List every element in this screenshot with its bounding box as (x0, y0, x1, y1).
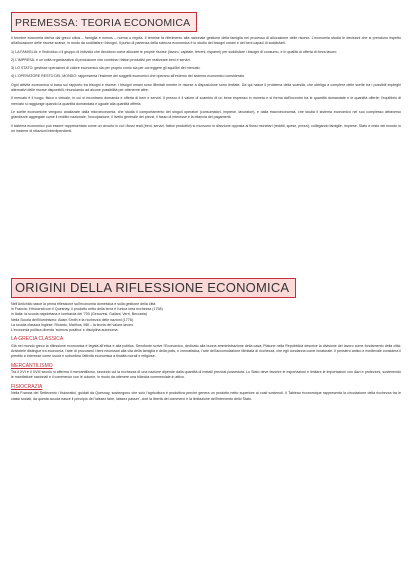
list-item: Nella Scozia dell'Illuminismo: Adam Smith e la ricchezza delle nazioni (1776) (11, 317, 133, 322)
paragraph: Le scelte economiche vengono analizzate dalla microeconomia, che studia il comportamento dei singoli operatori (consumatori, imprese, lavoratori), e dalla macroeconomia, che studia il sistema economico nel suo complesso attraverso grandezze aggregate come il reddito nazionale, l'occupazione, il livello generale dei prezzi, il tasso di interesse e la bilancia dei pagamenti. (11, 109, 401, 120)
paragraph: Nella Francia del Settecento i fisiocratici, guidati da Quesnay, sostengono che solo l'agricoltura è produttiva perché genera un prodotto netto superiore ai costi sostenuti. Il Tableau économique rappresenta la circolazione della ricchezza tra le classi sociali; da questa scuola nasce il principio del 'laissez faire, laissez passer', cioè la libertà dei commerci e la limitazione dell'intervento dello Stato. (11, 391, 401, 401)
list-item: La scuola classica inglese: Ricardo, Malthus, Mill – la teoria del valore-lavoro (11, 322, 134, 327)
paragraph: Il termine economia deriva dal greco oikos – famiglia e nomos – norma o regola. Il termine fa riferimento alla razionale gestione della famiglia nel processo di allocazione delle risorse. L'economia studia le decisioni che si prendono rispetto all'allocazione delle risorse scarse, in modo da soddisfare i bisogni. Il punto di partenza della scienza economica è lo studio dei bisogni umani e dei beni capaci di soddisfarli. (11, 36, 401, 46)
paragraph: 2) L'IMPRESA: è un'unità organizzativa di produzione che combina i fattori produttivi per realizzare beni e servizi. (11, 57, 191, 62)
list-item: in Francia: il fisiocrati con il Quesnay: il prodotto netto della terra è l'unica vera ricchezza (1758) (11, 307, 163, 312)
section-origini (11, 278, 401, 402)
subheading: MERCANTILISMO (11, 362, 53, 369)
subheading: FISIOCRAZIA (11, 383, 43, 390)
paragraph: 3) LO STATO: gestisce operazioni di valore economico sia per proprio conto sia per correggere gli squilibri del mercato. (11, 66, 201, 71)
paragraph: 4) L'OPERATORE RESTO DEL MONDO: rappresenta l'insieme dei soggetti economici che operano all'esterno del sistema economico considerato. (11, 74, 246, 79)
paragraph: Il sistema economico può essere rappresentato come un circuito in cui i flussi reali (beni, servizi, fattori produttivi) si muovono in direzione opposta ai flussi monetari (redditi, spese, prezzi), collegando famiglie, imprese, Stato e resto del mondo in un insieme di relazioni interdipendenti. (11, 123, 401, 133)
paragraph: Già nel mondo greco la riflessione economica è legata all'etica e alla politica. Senofonte scrive l'Economico, dedicato alla buona amministrazione della casa; Platone nella Repubblica descrive la divisione del lavoro come fondamento della città; Aristotele distingue tra economia, l'arte di procurarsi i beni necessari alla vita della famiglia e della polis, e crematistica, l'arte dell'accumulazione illimitata di ricchezza, che egli condanna come innaturale. Il pensiero antico e medievale considera il prestito a interesse come usura e subordina l'attività economica a finalità morali e religiose. (11, 343, 401, 359)
paragraph: Il mercato è il luogo, fisico o virtuale, in cui si incontrano domanda e offerta di beni e servizi. Il prezzo è il valore di scambio di un bene espresso in moneta e si forma dall'incontro tra le quantità domandate e le quantità offerte; l'equilibrio di mercato si raggiunge quando la quantità domandata è uguale alla quantità offerta. (11, 96, 401, 106)
section-title-box (11, 12, 197, 32)
section-title-box (11, 278, 296, 298)
bullet-list (11, 302, 401, 333)
list-item: in Italia: la scuola napoletana e lombarda del '700 (Genovesi, Galiani, Verri, Beccaria) (11, 312, 147, 317)
section-premessa (11, 12, 401, 270)
list-item: Nell'Antichità nasce la prima riflessione sull'economia domestica e sulla gestione della città (11, 302, 156, 306)
paragraph: Tra il XVI e il XVIII secolo si afferma il mercantilismo, secondo cui la ricchezza di una nazione dipende dalla quantità di metalli preziosi posseduta. Lo Stato deve favorire le esportazioni e limitare le importazioni con dazi e protezioni, sostenendo le manifatture nazionali e il commercio con le colonie, in modo da ottenere una bilancia commerciale in attivo. (11, 370, 401, 380)
list-item: L'economia politica diventa 'scienza positiva' e disciplina autonoma (11, 328, 118, 333)
paragraph: 1) LA FAMIGLIA: è l'individuo o il gruppo di individui che decidono come allocare le proprie risorse (lavoro, capitale, terreni, risparmi) per soddisfare i bisogni di consumo, e in qualità di offerta di forza lavoro. (11, 49, 338, 54)
section-title: PREMESSA: TEORIA ECONOMICA (15, 17, 191, 29)
section-title: ORIGINI DELLA RIFLESSIONE ECONOMICA (15, 280, 290, 295)
subheading: LA GRECIA CLASSICA (11, 336, 64, 343)
paragraph: Ogni attività economica si basa sul rapporto tra bisogni e risorse: i bisogni umani sono illimitati mentre le risorse a disposizione sono limitate. Da qui nasce il problema della scarsità, che obbliga a compiere delle scelte tra i possibili impieghi alternativi delle risorse disponibili, rinunciando ad alcune possibilità per ottenerne altre. (11, 82, 401, 93)
